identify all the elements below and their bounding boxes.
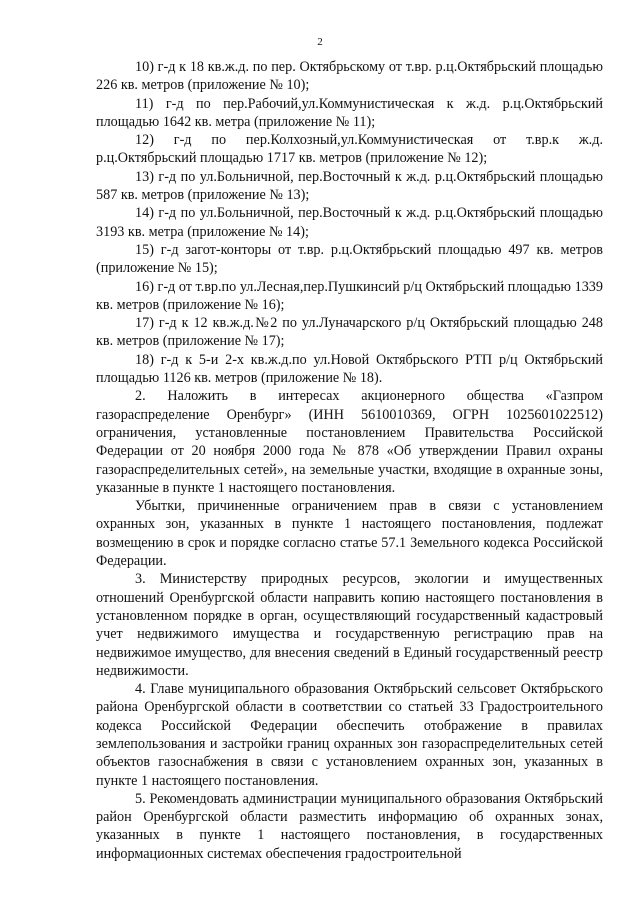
paragraph-4: 4. Главе муниципального образования Октябрьский сельсовет Октябрьского района Оренбургской области в соответствии со статьей 33 Градостроительного кодекса Российской Федерации обеспечить отображение в правилах землепользования и застройки границ охранных зон газораспределительных сетей объектов газоснабжения в связи с установлением охранных зон, указанных в пункте 1 настоящего постановления.	[96, 681, 603, 789]
list-item-15: 15) г-д загот-конторы от т.вр. р.ц.Октябрьский площадью 497 кв. метров (приложение № 15);	[96, 241, 603, 277]
paragraph-3: 3. Министерству природных ресурсов, экологии и имущественных отношений Оренбургской области направить копию настоящего постановления в установленном порядке в орган, осуществляющий государственный кадастровый учет недвижимого имущества и государственную регистрацию прав на недвижимое имущество, для внесения сведений в Единый государственный реестр недвижимости.	[96, 571, 603, 679]
list-item-14: 14) г-д по ул.Больничной, пер.Восточный к ж.д. р.ц.Октябрьский площадью 3193 кв. метра (приложение № 14);	[96, 205, 603, 240]
list-item-18: 18) г-д к 5-и 2-х кв.ж.д.по ул.Новой Октябрьского РТП р/ц Октябрьский площадью 1126 кв. метров (приложение № 18).	[96, 351, 603, 387]
list-item-10: 10) г-д к 18 кв.ж.д. по пер. Октябрьскому от т.вр. р.ц.Октябрьский площадью 226 кв. метров (приложение № 10);	[96, 59, 603, 94]
paragraph-5: 5. Рекомендовать администрации муниципального образования Октябрьский район Оренбургской области разместить информацию об охранных зонах, указанных в пункте 1 настоящего постановления, в государственных информационных системах обеспечения градостроительной	[96, 790, 603, 862]
paragraph-2: 2. Наложить в интересах акционерного общества «Газпром газораспределение Оренбург» (ИНН 5610010369, ОГРН 1025601022512) ограничения, установленные постановлением Правительства Российской Федерации от 20 ноября 2000 года № 878 «Об утверждении Правил охраны газораспределительных сетей», на земельные участки, входящие в охранные зоны, указанные в пункте 1 настоящего постановления.	[96, 388, 603, 496]
list-item-16: 16) г-д от т.вр.по ул.Лесная,пер.Пушкинсий р/ц Октябрьский площадью 1339 кв. метров (приложение № 16);	[96, 278, 603, 313]
paragraph-damages: Убытки, причиненные ограничением прав в связи с установлением охранных зон, указанных в пункте 1 настоящего постановления, подлежат возмещению в срок и порядке согласно статье 57.1 Земельного кодекса Российской Федерации.	[96, 498, 603, 570]
list-item-11: 11) г-д по пер.Рабочий,ул.Коммунистическая к ж.д. р.ц.Октябрьский площадью 1642 кв. метра (приложение № 11);	[96, 95, 603, 130]
page-number: 2	[317, 36, 323, 48]
list-item-17: 17) г-д к 12 кв.ж.д.№2 по ул.Луначарского р/ц Октябрьский площадью 248 кв. метров (приложение № 17);	[96, 315, 603, 350]
list-item-13: 13) г-д по ул.Больничной, пер.Восточный к ж.д. р.ц.Октябрьский площадью 587 кв. метров (приложение № 13);	[96, 168, 603, 204]
list-item-12: 12) г-д по пер.Колхозный,ул.Коммунистическая от т.вр.к ж.д. р.ц.Октябрьский площадью 1717 кв. метров (приложение № 12);	[96, 132, 603, 167]
document-body	[96, 58, 603, 863]
